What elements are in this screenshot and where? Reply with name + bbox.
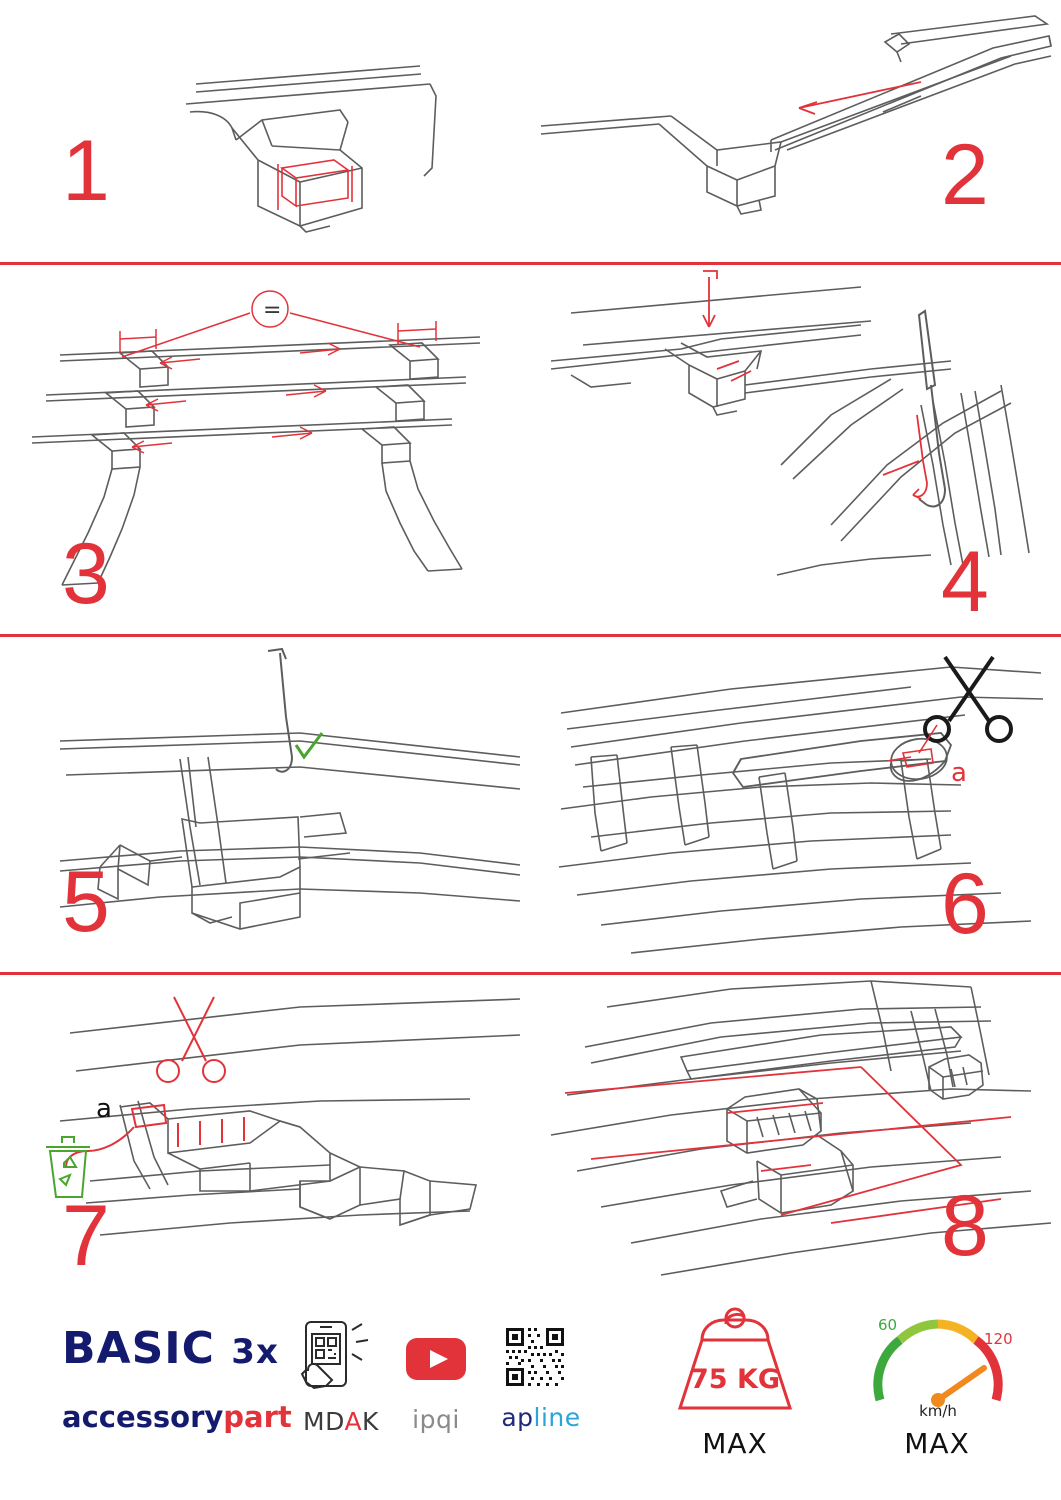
panel-step-2 (531, 0, 1061, 262)
scan-qr-group[interactable] (286, 1318, 396, 1436)
step-6-number: 6 (941, 856, 989, 952)
brand-block (62, 1324, 292, 1437)
step-1-number: 1 (62, 123, 110, 219)
brand-company-first: accessory (62, 1400, 224, 1434)
panel-step-8 (531, 975, 1061, 1295)
youtube-play-icon[interactable] (396, 1330, 476, 1390)
weight-max-label: MAX (702, 1427, 768, 1460)
speed-unit: km/h (919, 1402, 957, 1420)
max-speed-group (842, 1304, 1032, 1460)
equal-marker: = (263, 298, 282, 323)
label-a-step6: a (951, 758, 967, 788)
row-steps-1-2 (0, 0, 1061, 262)
panel-step-4 (531, 265, 1061, 635)
label-a-step7: a (96, 1094, 112, 1124)
step-8-number: 8 (941, 1178, 989, 1274)
brand-basic (62, 1324, 292, 1377)
brand-product-line: BASIC (62, 1323, 215, 1374)
max-weight-group (640, 1304, 830, 1460)
step-7-number: 7 (62, 1188, 110, 1284)
speed-max-label: MAX (904, 1427, 970, 1460)
speed-tick-max: 120 (984, 1330, 1013, 1348)
scan-qr-phone-icon[interactable] (286, 1318, 396, 1402)
panel-step-1 (0, 0, 530, 262)
step-3-number: 3 (62, 526, 110, 622)
speedometer-icon (842, 1304, 1032, 1420)
step-2-number: 2 (941, 127, 989, 223)
mdak-logo-label: MDAK (303, 1407, 379, 1436)
panel-step-7 (0, 975, 530, 1295)
step-4-number: 4 (941, 534, 989, 630)
panel-step-6 (531, 637, 1061, 973)
row-steps-5-6 (0, 637, 1061, 973)
brand-company-second: part (223, 1400, 292, 1434)
row-steps-7-8 (0, 975, 1061, 1295)
weight-icon (640, 1304, 830, 1420)
ipqi-logo-label: ipqi (412, 1405, 460, 1434)
panel-step-5 (0, 637, 530, 973)
row-steps-3-4 (0, 265, 1061, 635)
apline-logo-label: apline (501, 1403, 581, 1432)
qr-code-group[interactable] (476, 1322, 606, 1432)
weight-value: 75 KG (689, 1364, 781, 1395)
youtube-group[interactable] (396, 1330, 476, 1434)
brand-accessorypart (62, 1397, 292, 1437)
speed-tick-min: 60 (878, 1316, 898, 1334)
brand-quantity: 3x (231, 1332, 279, 1372)
panel-step-3 (0, 265, 530, 635)
step-5-number: 5 (62, 854, 110, 950)
qr-code-icon[interactable] (500, 1322, 590, 1392)
footer (0, 1296, 1061, 1500)
